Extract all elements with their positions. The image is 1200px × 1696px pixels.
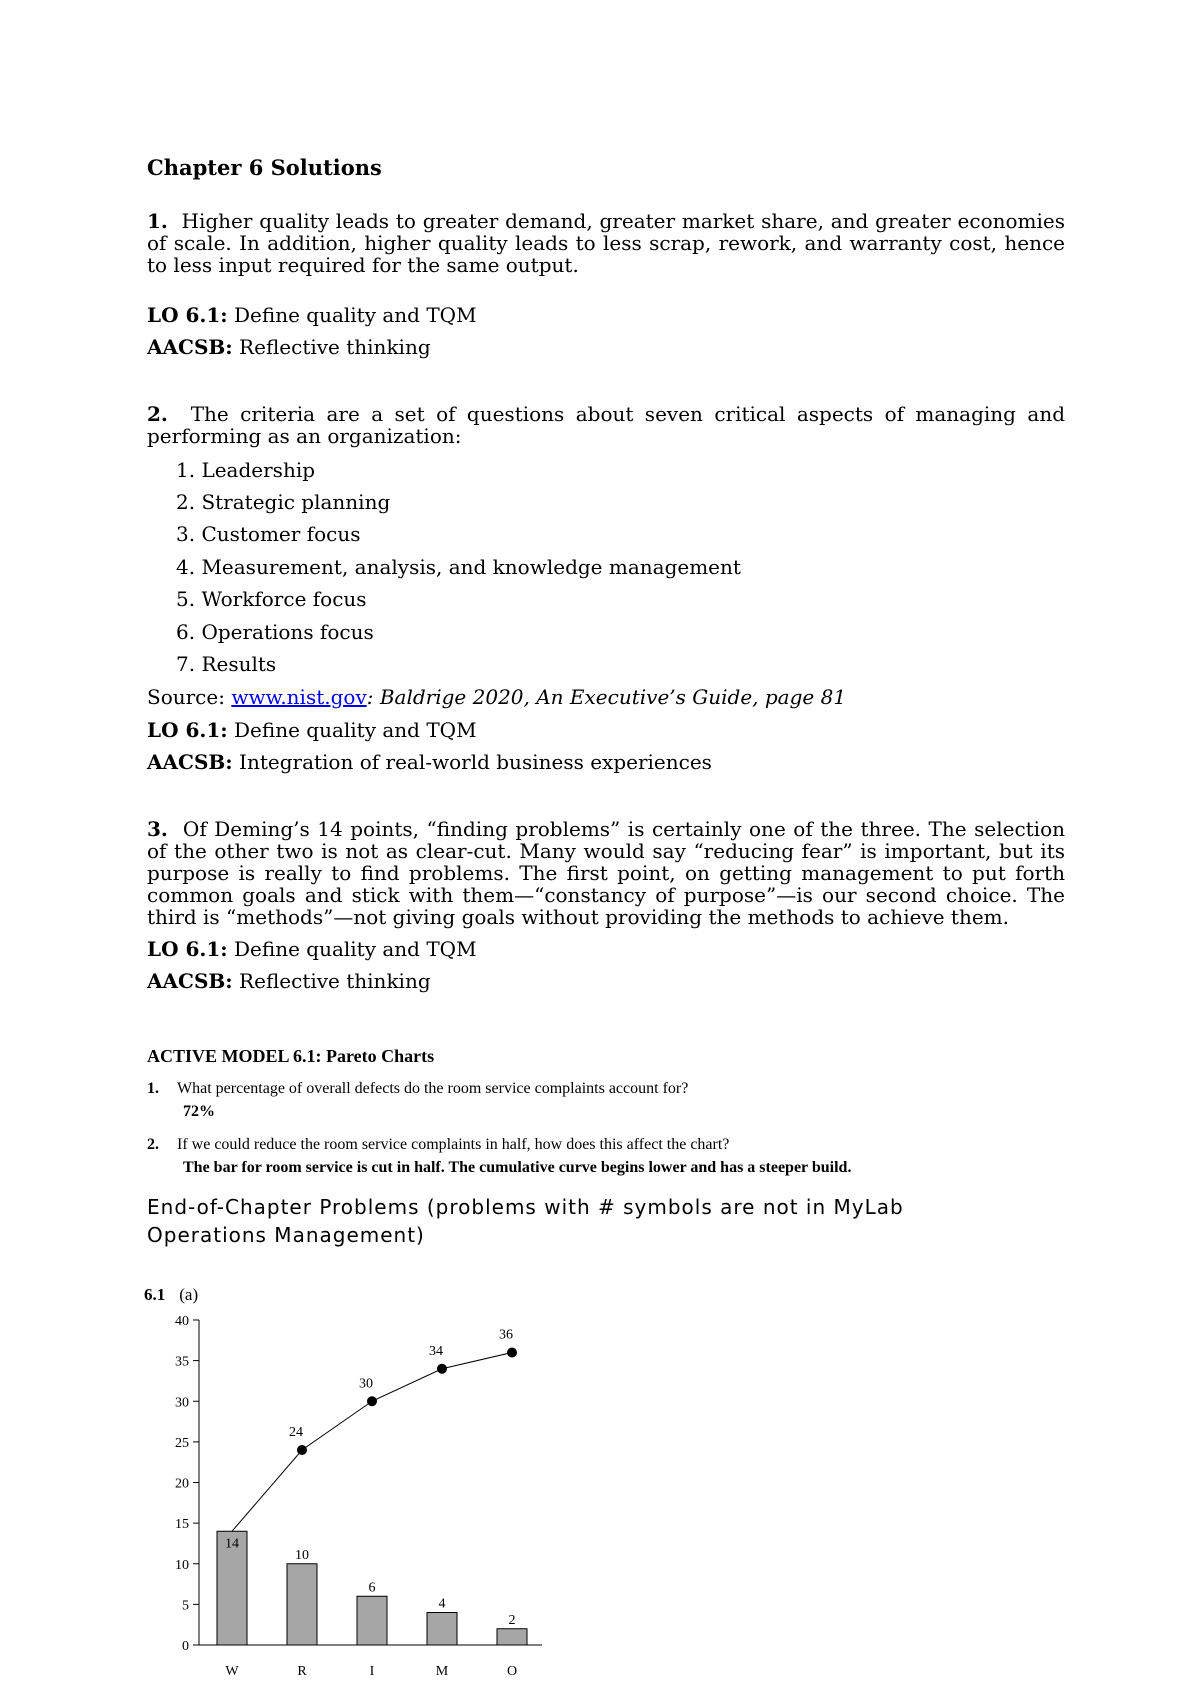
y-tick-label: 25 [175,1435,189,1451]
section-heading [147,1193,904,1221]
aacsb-text: Reflective thinking [239,335,431,359]
y-tick-label: 0 [182,1639,189,1654]
cumulative-label: 24 [289,1425,303,1440]
answer-1-lo [147,304,477,326]
y-tick-label: 30 [175,1395,189,1411]
answer-3-lo [147,938,477,960]
answer-1 [147,210,1065,276]
answer-2-number: 2. [147,402,168,426]
y-tick-label: 40 [175,1314,189,1329]
cumulative-point [367,1396,377,1406]
question-number: 2. [147,1136,159,1153]
answer-1-text: Higher quality leads to greater demand, greater market share, and greater economies of scale. In addition, higher quality leads to less scrap, rework, and warranty cost, hence to less input required for the same output. [147,209,1065,277]
y-tick-label: 10 [175,1557,189,1573]
lo-text: Define quality and TQM [233,303,477,327]
y-tick-label: 5 [182,1598,189,1614]
bar [427,1613,457,1646]
question-text: What percentage of overall defects do the room service complaints account for? [177,1080,689,1097]
answer-1-aacsb [147,336,431,358]
lo-text: Define quality and TQM [233,718,477,742]
cumulative-point [437,1364,447,1374]
aacsb-text: Integration of real-world business experiences [239,750,712,774]
x-tick-label: W [225,1664,239,1679]
answer-3-aacsb [147,970,431,992]
criteria-item: 7. Results [176,652,277,676]
cumulative-label: 30 [359,1376,373,1392]
source-label: Source: [147,685,232,709]
pareto-chart [140,1305,560,1685]
x-tick-label: M [435,1664,449,1679]
aacsb-label: AACSB: [147,335,233,359]
criteria-item: 5. Workforce focus [176,587,367,611]
question-number: 1. [147,1080,159,1097]
criteria-item: 4. Measurement, analysis, and knowledge management [176,555,741,579]
bar [497,1629,527,1645]
source-line [147,686,846,708]
active-model-question [147,1136,729,1154]
lo-text: Define quality and TQM [233,937,477,961]
cumulative-point [507,1348,517,1358]
lo-label: LO 6.1: [147,937,228,961]
active-model-answer: The bar for room service is cut in half. The cumulative curve begins lower and has a steeper build. [183,1159,852,1176]
active-model-question [147,1080,688,1098]
section-heading-main: End-of-Chapter Problems [147,1195,420,1219]
active-model-title: ACTIVE MODEL 6.1: Pareto Charts [147,1046,435,1066]
answer-2-text: The criteria are a set of questions about seven critical aspects of managing and performing as an organization: [147,402,1065,448]
page-title: Chapter 6 Solutions [147,155,382,180]
bar-label: 2 [508,1612,516,1628]
section-heading-line2: Operations Management) [147,1223,425,1247]
cumulative-label: 34 [429,1343,443,1359]
bar [287,1564,317,1645]
x-tick-label: I [369,1664,375,1679]
lo-label: LO 6.1: [147,718,228,742]
source-link[interactable]: www.nist.gov [231,685,367,709]
criteria-item: 2. Strategic planning [176,490,391,514]
aacsb-label: AACSB: [147,969,233,993]
answer-2 [147,403,1065,447]
problem-number: 6.1 [144,1285,166,1304]
answer-2-lo [147,719,477,741]
bar-label: 10 [295,1547,309,1563]
bar-label: 4 [438,1596,446,1612]
problem-label [144,1285,198,1305]
criteria-item: 3. Customer focus [176,522,361,546]
bar-label: 14 [225,1536,239,1552]
answer-3-number: 3. [147,817,168,841]
y-tick-label: 15 [175,1517,189,1533]
problem-part: (a) [179,1285,199,1304]
answer-3-text: Of Deming’s 14 points, “finding problems” is certainly one of the three. The selection of the other two is not as clear-cut. Many would say “reducing fear” is important, but its purpose is really to find problems. The first point, on getting management to put forth common goals and stick with them—“constancy of purpose”—is our second choice. The third is “methods”—not giving goals without providing the methods to achieve them. [147,817,1065,929]
section-heading-note: (problems with # symbols are not in MyLab [419,1195,904,1219]
answer-3 [147,818,1065,928]
cumulative-point [297,1445,307,1455]
criteria-item: 1. Leadership [176,458,316,482]
answer-2-aacsb [147,751,712,773]
source-citation: : Baldrige 2020, An Executive’s Guide, page 81 [366,685,847,709]
aacsb-text: Reflective thinking [239,969,431,993]
bar-label: 6 [368,1580,376,1596]
x-tick-label: O [506,1664,518,1679]
active-model-answer: 72% [183,1103,215,1120]
answer-1-number: 1. [147,209,168,233]
bar [357,1596,387,1645]
criteria-item: 6. Operations focus [176,620,374,644]
cumulative-label: 36 [499,1327,513,1343]
question-text: If we could reduce the room service complaints in half, how does this affect the chart? [177,1136,730,1153]
x-tick-label: R [297,1664,307,1679]
y-tick-label: 20 [175,1476,189,1492]
lo-label: LO 6.1: [147,303,228,327]
aacsb-label: AACSB: [147,750,233,774]
y-tick-label: 35 [175,1354,189,1370]
